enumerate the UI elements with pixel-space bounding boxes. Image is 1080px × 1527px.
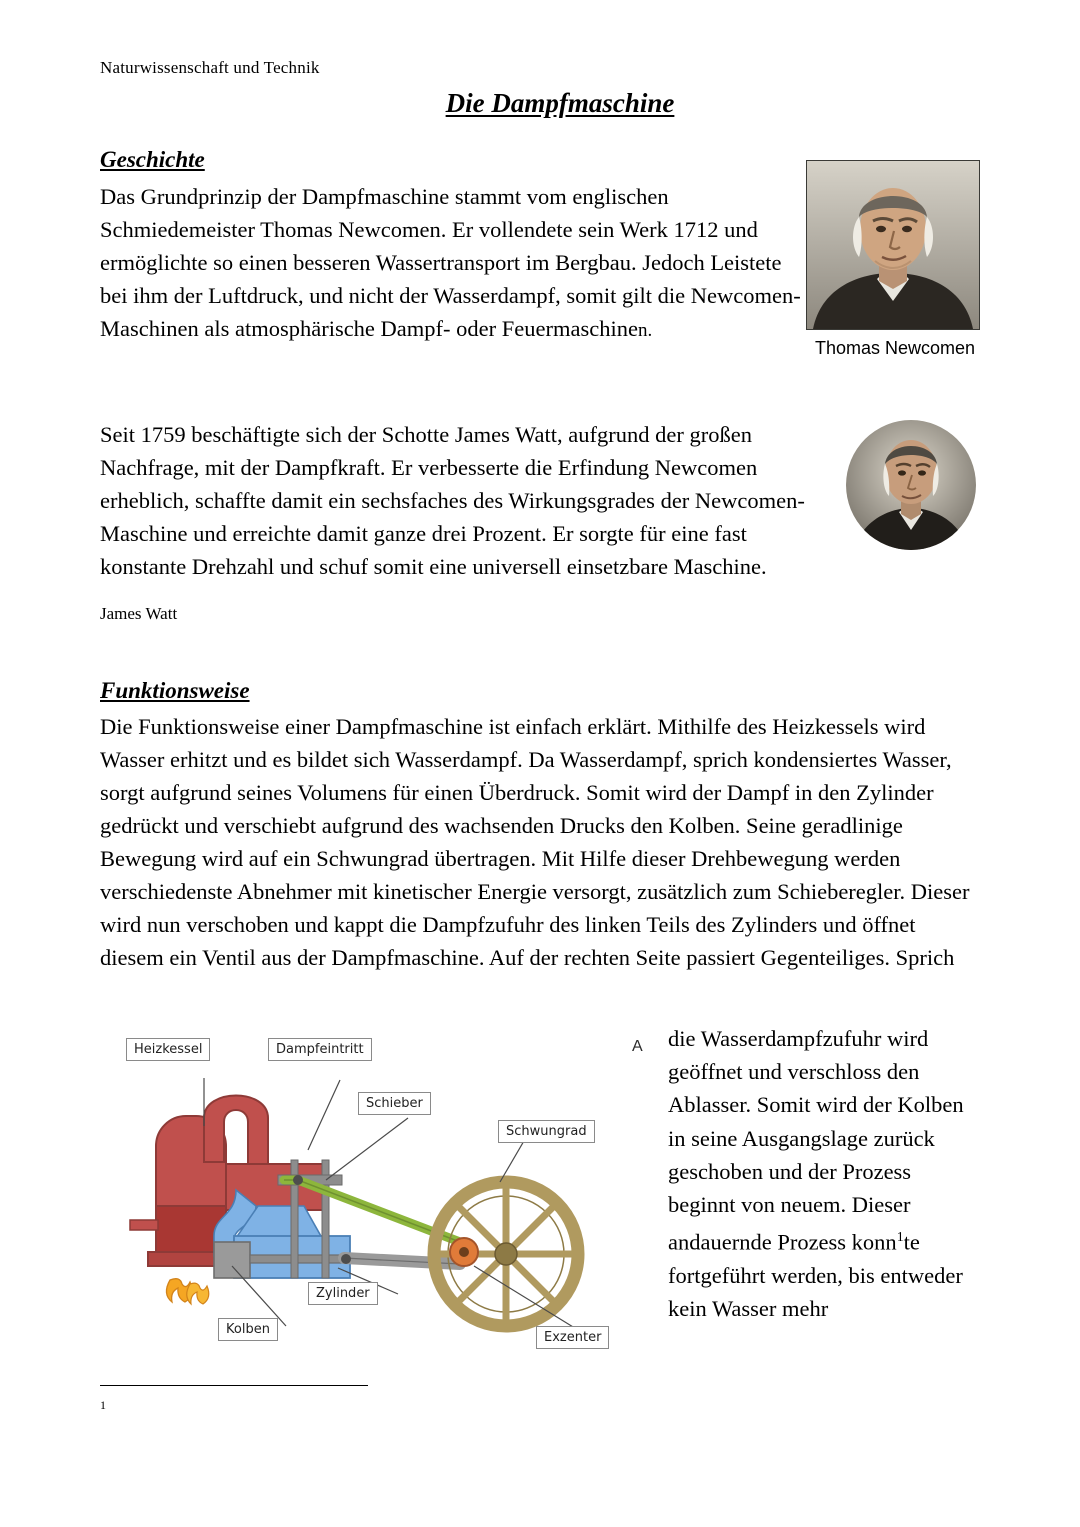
page-title: Die Dampfmaschine: [445, 88, 675, 118]
caption-james-watt: James Watt: [100, 604, 178, 623]
figure-label-schwungrad: Schwungrad: [498, 1120, 595, 1143]
figure-label-heizkessel: Heizkessel: [126, 1038, 210, 1061]
figure-label-kolben: Kolben: [218, 1318, 278, 1341]
paragraph-right-part1: die Wasserdampfzufuhr wird geöffnet und verschloss den Ablasser. Somit wird der Kolben in seine Ausgangslage zurück geschoben und der Prozess beginnt von neuem. Dieser andauernde Prozess konn: [668, 1026, 964, 1255]
figure-label-schieber: Schieber: [358, 1092, 431, 1115]
figure-dampfmaschine-schema: [108, 1030, 656, 1360]
heading-geschichte: Geschichte: [100, 147, 205, 172]
paragraph-james-watt: Seit 1759 beschäftigte sich der Schotte James Watt, aufgrund der großen Nachfrage, mit der Dampfkraft. Er verbesserte die Erfindung Newcomen erheblich, schaffte damit ein sechsfaches des Wirkungsgrades der Newcomen-Maschine und erreichte damit ganze drei Prozent. Er sorgte für eine fast konstante Drehzahl und schuf somit eine universell einsetzbare Maschine.: [100, 422, 805, 579]
figure-label-zylinder: Zylinder: [308, 1282, 378, 1305]
figure-label-exzenter: Exzenter: [536, 1326, 609, 1349]
figure-label-dampfeintritt: Dampfeintritt: [268, 1038, 372, 1061]
paragraph-geschichte-tail: n.: [637, 320, 653, 341]
document-header-line: Naturwissenschaft und Technik: [100, 58, 320, 77]
paragraph-funktionsweise-right: [668, 1022, 980, 1325]
footnote-marker: 1: [100, 1398, 106, 1412]
footnote-separator: [100, 1385, 368, 1386]
portrait-watt-image: [846, 420, 976, 550]
paragraph-funktionsweise: Die Funktionsweise einer Dampfmaschine ist einfach erklärt. Mithilfe des Heizkessels wird Wasser erhitzt und es bildet sich Wasserdampf. Da Wasserdampf, sprich kondensiertes Wasser, sorgt aufgrund seines Volumens für einen Überdruck. Somit wird der Dampf in den Zylinder gedrückt und verschiebt aufgrund des wachsenden Drucks den Kolben. Seine geradlinige Bewegung wird auf ein Schwungrad übertragen. Mit Hilfe dieser Drehbewegung werden verschiedenste Abnehmer mit kinetischer Energie versorgt, zusätzlich zum Schieberegler. Dieser wird nun verschoben und kappt die Dampfzufuhr des linken Teils des Zylinders und öffnet diesem ein Ventil aus der Dampfmaschine. Auf der rechten Seite passiert Gegenteiliges. Sprich: [100, 714, 970, 970]
flame-icon: [166, 1279, 208, 1304]
heading-funktionsweise: Funktionsweise: [100, 678, 250, 703]
paragraph-geschichte: [100, 180, 810, 347]
paragraph-right-part2: te fortgeführt werden, bis entweder kein Wasser mehr: [668, 1229, 963, 1322]
paragraph-geschichte-text: Das Grundprinzip der Dampfmaschine stammt vom englischen Schmiedemeister Thomas Newcomen. Er vollendete sein Werk 1712 und ermöglichte so einen besseren Wassertransport im Bergbau. Jedoch Leistete bei ihm der Luftdruck, und nicht der Wasserdampf, somit gilt die Newcomen-Maschinen als atmosphärische Dampf- oder Feuermaschine: [100, 184, 801, 341]
figure-dampfmaschine-drawing: [108, 1030, 656, 1360]
caption-thomas-newcomen: Thomas Newcomen: [814, 338, 976, 358]
footnote-reference: 1: [896, 1230, 904, 1246]
portrait-newcomen-image: [807, 161, 979, 329]
portrait-james-watt: [846, 420, 976, 550]
stray-text-marker: A: [632, 1038, 643, 1055]
portrait-thomas-newcomen: [806, 160, 980, 330]
